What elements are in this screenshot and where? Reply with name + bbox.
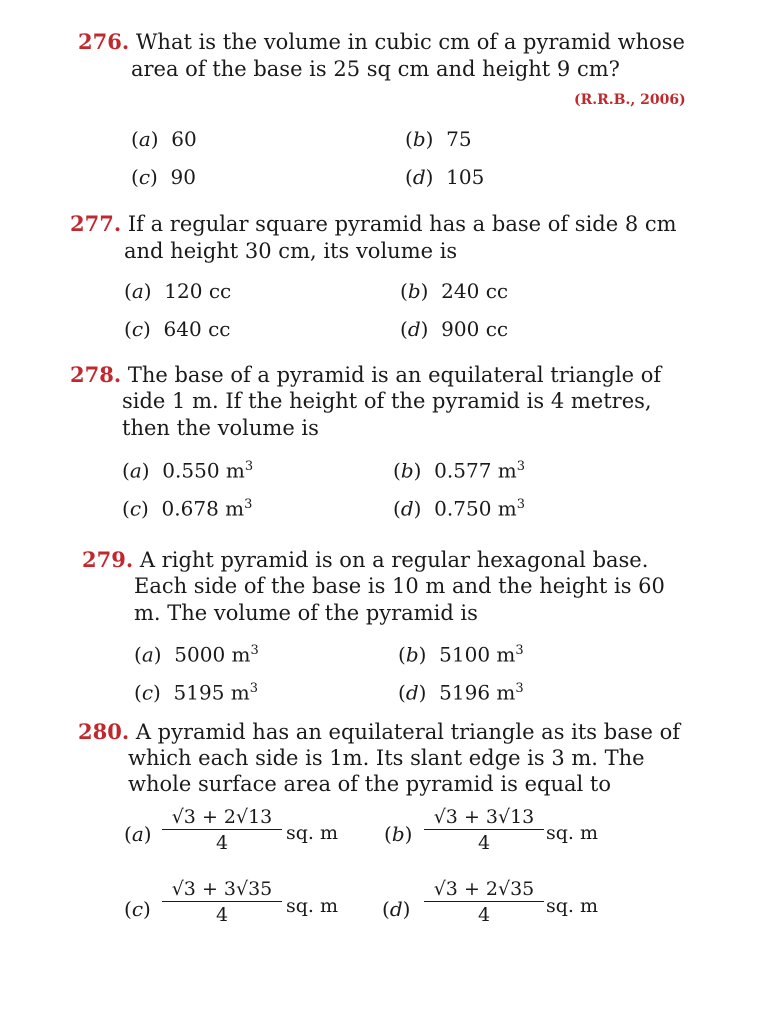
option-c-label: (c)	[124, 897, 151, 921]
option-b: (b) 0.577 $m^3$	[393, 458, 526, 483]
option-d: (d) 105	[405, 165, 485, 189]
question-number: 280.	[78, 719, 130, 744]
numerator: √3 + 3√35	[162, 878, 282, 902]
question-line: A right pyramid is on a regular hexagonal base.	[139, 548, 649, 572]
question-line: m. The volume of the pyramid is	[134, 601, 478, 625]
option-b: (b) 240 cc	[400, 279, 509, 303]
question-line: What is the volume in cubic cm of a pyramid whose	[135, 30, 685, 54]
question-276	[78, 28, 685, 56]
option-c: (c) 640 cc	[124, 317, 231, 341]
question-line: side 1 m. If the height of the pyramid is 4 metres,	[122, 389, 652, 413]
option-d-label: (d)	[382, 897, 411, 921]
denominator: 4	[477, 832, 491, 854]
option-a-unit: sq. m	[286, 822, 339, 844]
numerator: √3 + 2√35	[424, 878, 544, 902]
option-d: (d) 5196 $m^3$	[398, 680, 524, 705]
option-d: (d) 0.750 $m^3$	[393, 496, 526, 521]
option-c-fraction	[162, 878, 282, 926]
source-citation: (R.R.B., 2006)	[574, 92, 686, 108]
option-d: (d) 900 cc	[400, 317, 509, 341]
denominator: 4	[477, 904, 491, 926]
question-278	[70, 361, 661, 389]
option-a-label: (a)	[124, 822, 152, 846]
option-d-fraction	[424, 878, 544, 926]
question-line: which each side is 1m. Its slant edge is 3 m. The	[128, 746, 645, 770]
option-c: (c) 90	[131, 165, 196, 189]
question-279	[82, 546, 648, 574]
question-line: If a regular square pyramid has a base of side 8 cm	[127, 212, 677, 236]
question-number: 277.	[70, 211, 122, 236]
numerator: √3 + 3√13	[424, 806, 544, 830]
option-c: (c) 5195 $m^3$	[134, 680, 259, 705]
question-number: 276.	[78, 29, 130, 54]
option-a: (a) 0.550 $m^3$	[122, 458, 254, 483]
question-number: 279.	[82, 547, 134, 572]
question-line: A pyramid has an equilateral triangle as its base of	[135, 720, 681, 744]
question-line: area of the base is 25 sq cm and height 9 cm?	[131, 57, 620, 81]
option-c-unit: sq. m	[286, 895, 339, 917]
question-277	[70, 210, 677, 238]
denominator: 4	[215, 832, 229, 854]
option-b: (b) 75	[405, 127, 472, 151]
option-b-label: (b)	[384, 822, 413, 846]
question-line: The base of a pyramid is an equilateral triangle of	[127, 363, 662, 387]
question-line: whole surface area of the pyramid is equal to	[128, 772, 611, 796]
option-d-unit: sq. m	[546, 895, 599, 917]
denominator: 4	[215, 904, 229, 926]
numerator: √3 + 2√13	[162, 806, 282, 830]
question-line: and height 30 cm, its volume is	[124, 239, 458, 263]
question-line: then the volume is	[122, 416, 319, 440]
question-280	[78, 718, 680, 746]
option-a: (a) 120 cc	[124, 279, 232, 303]
option-b-fraction	[424, 806, 544, 854]
option-a: (a) 60	[131, 127, 197, 151]
question-number: 278.	[70, 362, 122, 387]
option-a: (a) 5000 $m^3$	[134, 642, 259, 667]
option-b-unit: sq. m	[546, 822, 599, 844]
option-b: (b) 5100 $m^3$	[398, 642, 524, 667]
question-line: Each side of the base is 10 m and the height is 60	[134, 574, 665, 598]
option-c: (c) 0.678 $m^3$	[122, 496, 253, 521]
option-a-fraction	[162, 806, 282, 854]
